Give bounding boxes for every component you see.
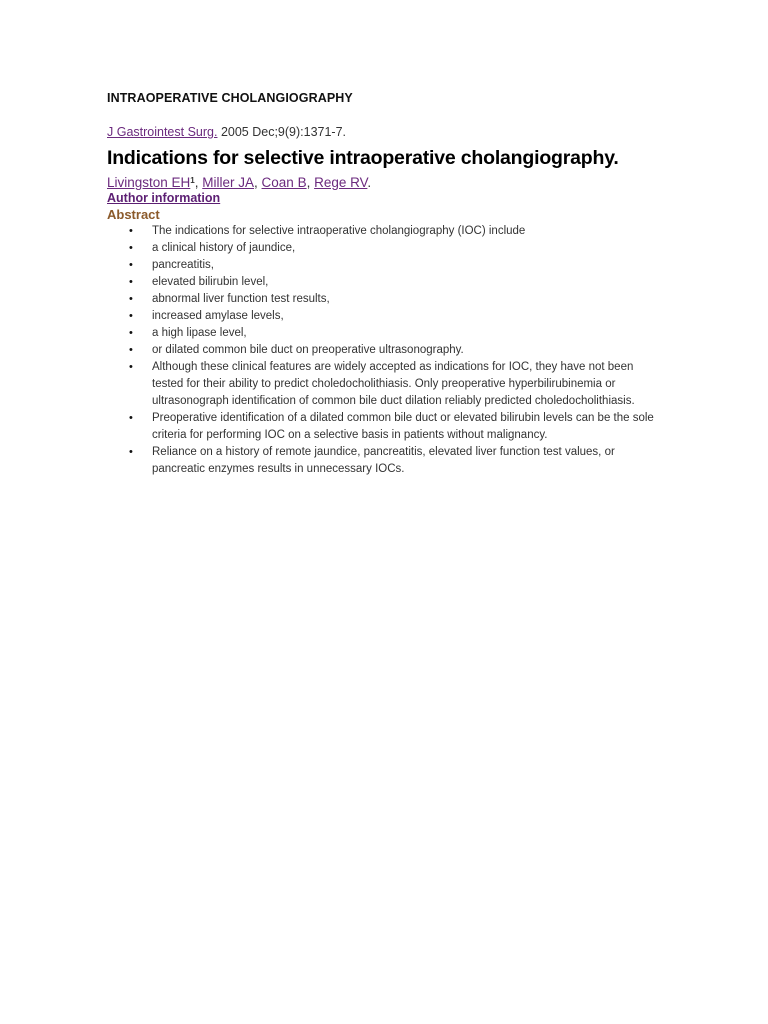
list-item-text: Although these clinical features are widely accepted as indications for IOC, they have not been tested for their ability to predict choledocholithiasis. Only preoperative hyperbilirubinemia or ultrasonograph identification of common bile duct dilation reliably predicted choledocholithiasis.: [152, 361, 635, 407]
bullet-icon: •: [129, 225, 133, 237]
list-item: [107, 444, 667, 478]
bullet-icon: •: [129, 344, 133, 356]
abstract-heading: Abstract: [107, 207, 160, 222]
citation-details: 2005 Dec;9(9):1371-7.: [217, 125, 347, 139]
list-item: [107, 359, 667, 410]
list-item-text: Preoperative identification of a dilated common bile duct or elevated bilirubin levels can be the sole criteria for performing IOC on a selective basis in patients without malignancy.: [152, 412, 654, 441]
list-item-text: a high lipase level,: [152, 327, 247, 339]
list-item-text: or dilated common bile duct on preoperative ultrasonography.: [152, 344, 464, 356]
article-title: Indications for selective intraoperative cholangiography.: [107, 147, 619, 169]
list-item: [107, 308, 667, 325]
list-item-text: pancreatitis,: [152, 259, 215, 271]
author-link-coan[interactable]: Coan B: [261, 175, 307, 190]
list-item: [107, 325, 667, 342]
list-item-text: abnormal liver function test results,: [152, 293, 330, 305]
author-link-rege[interactable]: Rege RV: [314, 175, 368, 190]
list-item-text: increased amylase levels,: [152, 310, 284, 322]
list-item: [107, 240, 667, 257]
list-item: [107, 410, 667, 444]
abstract-list: [107, 223, 667, 478]
list-item-text: elevated bilirubin level,: [152, 276, 269, 288]
bullet-icon: •: [129, 242, 133, 254]
bullet-icon: •: [129, 310, 133, 322]
list-item: [107, 223, 667, 240]
journal-link[interactable]: J Gastrointest Surg.: [107, 125, 218, 139]
bullet-icon: •: [129, 276, 133, 288]
list-item: [107, 342, 667, 359]
bullet-icon: •: [129, 259, 133, 271]
author-list: [107, 175, 371, 190]
bullet-icon: •: [129, 361, 133, 373]
list-item-text: a clinical history of jaundice,: [152, 242, 296, 254]
list-item: [107, 291, 667, 308]
bullet-icon: •: [129, 446, 133, 458]
author-information-link[interactable]: Author information: [107, 191, 221, 205]
author-separator: .: [367, 175, 372, 190]
author-link-livingston[interactable]: Livingston EH: [107, 175, 191, 190]
citation-line: [107, 125, 346, 139]
author-separator: ,: [254, 175, 262, 190]
list-item: [107, 257, 667, 274]
list-item-text: The indications for selective intraoperative cholangiography (IOC) include: [152, 225, 526, 237]
author-link-miller[interactable]: Miller JA: [202, 175, 255, 190]
bullet-icon: •: [129, 412, 133, 424]
list-item-text: Reliance on a history of remote jaundice, pancreatitis, elevated liver function test values, or pancreatic enzymes results in unnecessary IOCs.: [152, 446, 615, 475]
document-heading: INTRAOPERATIVE CHOLANGIOGRAPHY: [107, 91, 353, 105]
author-separator: ,: [306, 175, 315, 190]
bullet-icon: •: [129, 327, 133, 339]
author-separator: ,: [194, 175, 203, 190]
author-affiliation-marker: 1: [190, 176, 195, 185]
bullet-icon: •: [129, 293, 133, 305]
list-item: [107, 274, 667, 291]
